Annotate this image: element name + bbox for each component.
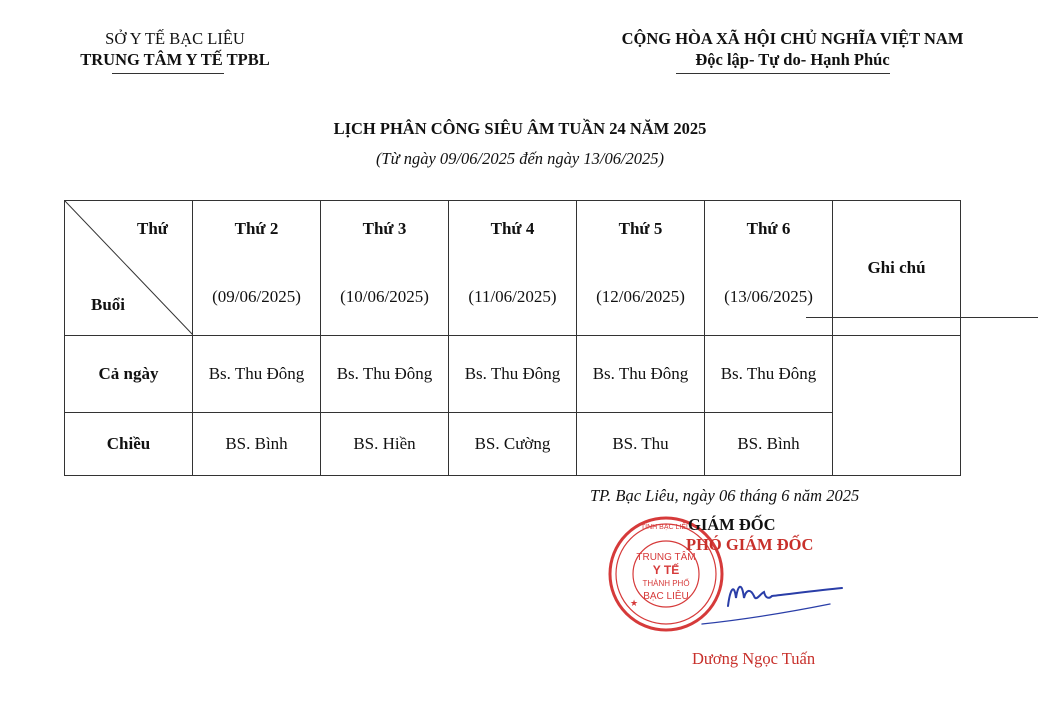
day-header (321, 201, 449, 336)
stamp-ring-text: TỈNH BẠC LIÊU (640, 524, 692, 531)
handwritten-signature (700, 568, 850, 628)
corner-label-day: Thứ (137, 219, 168, 238)
stamp-line2: Y TẾ (652, 563, 680, 577)
table-cell: Bs. Thu Đông (705, 336, 833, 413)
day-name: Thứ 4 (490, 219, 535, 238)
table-cell: Bs. Thu Đông (193, 336, 321, 413)
diagonal-line (65, 201, 193, 335)
day-date: (09/06/2025) (212, 287, 301, 306)
note-header: Ghi chú (833, 201, 961, 336)
org-header (50, 28, 300, 70)
table-cell: Bs. Thu Đông (321, 336, 449, 413)
stamp-line1: TRUNG TÂM (636, 552, 696, 563)
deputy-director-title: PHÓ GIÁM ĐỐC (686, 535, 814, 554)
schedule-table (64, 200, 961, 476)
org-name: TRUNG TÂM Y TẾ TPBL (80, 50, 270, 69)
table-cell: BS. Hiền (321, 413, 449, 476)
org-parent: SỞ Y TẾ BẠC LIÊU (105, 29, 245, 48)
day-name: Thứ 2 (234, 219, 279, 238)
table-cell: BS. Thu (577, 413, 705, 476)
corner-cell (65, 201, 193, 336)
day-header (577, 201, 705, 336)
director-title: GIÁM ĐỐC (688, 515, 776, 534)
note-cell (833, 336, 961, 476)
document-subtitle: (Từ ngày 09/06/2025 đến ngày 13/06/2025) (375, 149, 665, 168)
day-date: (10/06/2025) (340, 287, 429, 306)
table-cell: BS. Bình (705, 413, 833, 476)
row-label: Cả ngày (65, 336, 193, 413)
stamp-star: ★ (630, 598, 639, 608)
row-label: Chiều (65, 413, 193, 476)
corner-label-session: Buổi (91, 295, 126, 314)
stamp-line4: BẠC LIÊU (643, 591, 689, 602)
day-date: (12/06/2025) (596, 287, 685, 306)
day-date: (13/06/2025) (724, 287, 813, 306)
day-name: Thứ 6 (746, 219, 791, 238)
table-row (65, 413, 961, 476)
table-header-row (65, 201, 961, 336)
day-header (705, 201, 833, 336)
table-cell: Bs. Thu Đông (577, 336, 705, 413)
day-header (193, 201, 321, 336)
day-name: Thứ 5 (618, 219, 663, 238)
table-row (65, 336, 961, 413)
document-title: LỊCH PHÂN CÔNG SIÊU ÂM TUẦN 24 NĂM 2025 (333, 119, 707, 138)
place-date: TP. Bạc Liêu, ngày 06 tháng 6 năm 2025 (590, 486, 860, 505)
nation-motto: Độc lập- Tự do- Hạnh Phúc (695, 50, 890, 69)
table-cell: BS. Cường (449, 413, 577, 476)
day-name: Thứ 3 (362, 219, 407, 238)
nation-name: CỘNG HÒA XÃ HỘI CHỦ NGHĨA VIỆT NAM (621, 29, 964, 48)
stamp-line3: THÀNH PHỐ (642, 579, 690, 588)
stray-line (806, 317, 1038, 318)
table-cell: Bs. Thu Đông (449, 336, 577, 413)
table-cell: BS. Bình (193, 413, 321, 476)
motto-underline (676, 73, 890, 74)
nation-header (560, 28, 1025, 70)
org-underline (112, 73, 224, 74)
day-date: (11/06/2025) (468, 287, 557, 306)
day-header (449, 201, 577, 336)
signer-name: Dương Ngọc Tuấn (692, 649, 816, 668)
